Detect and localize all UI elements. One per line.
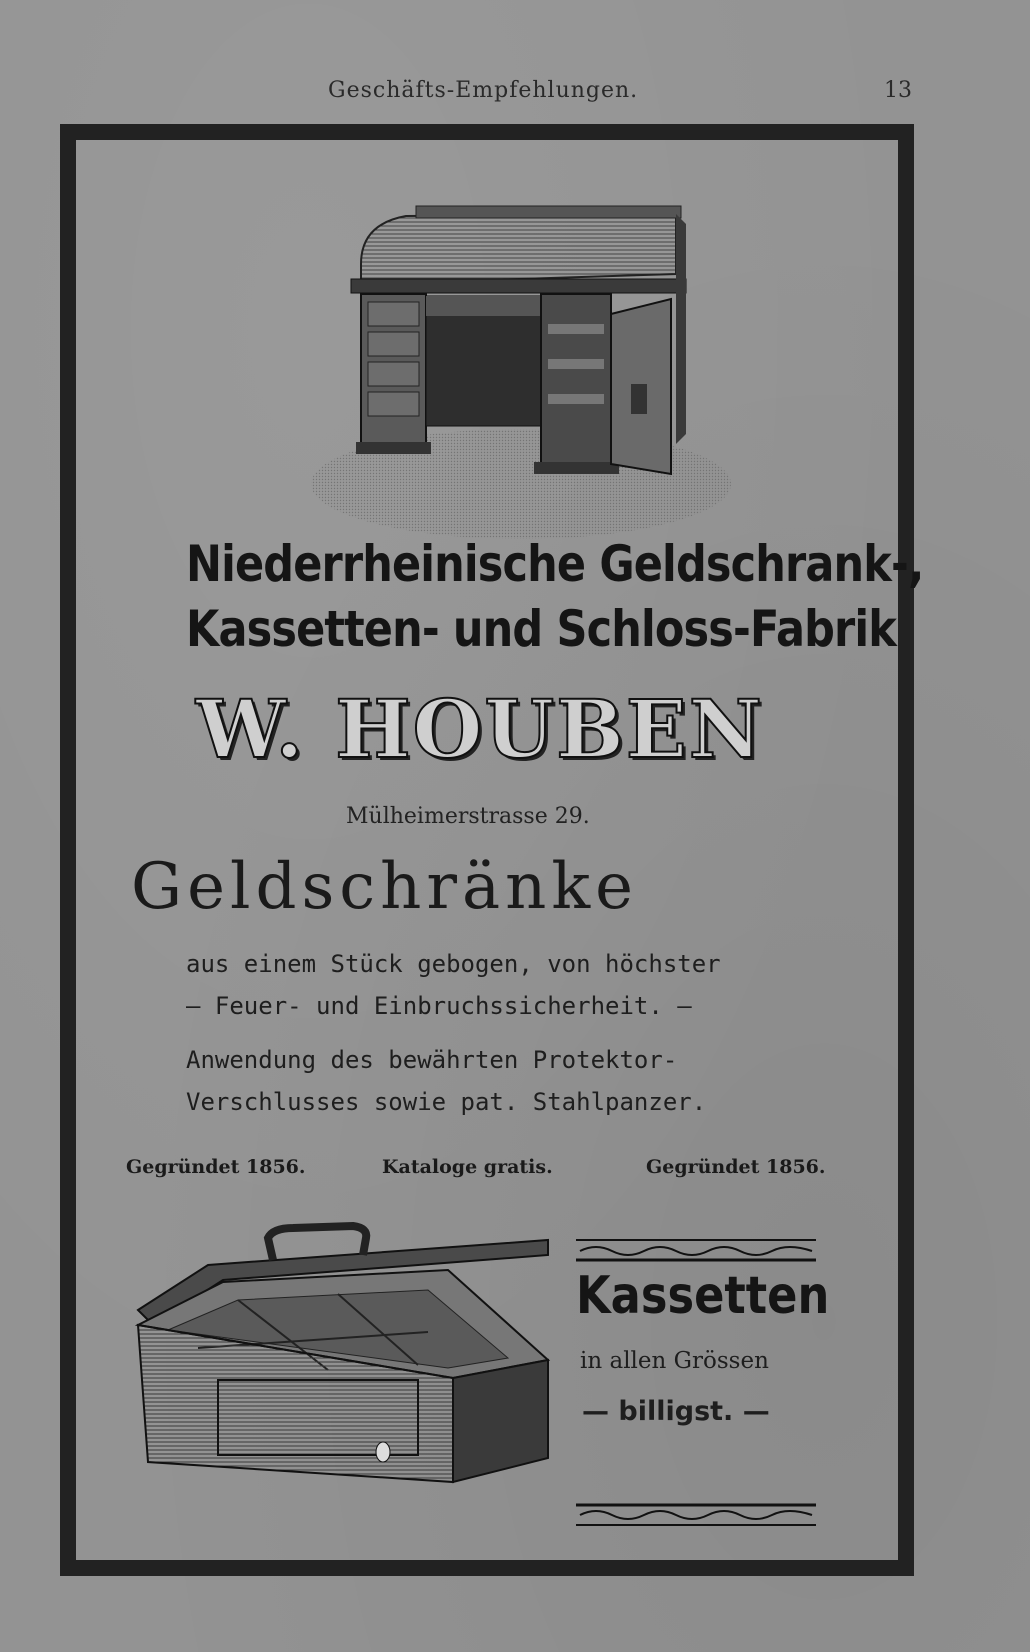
- wavy-rule-ornament-bottom-icon: [576, 1502, 816, 1528]
- founded-left: Gegründet 1856.: [126, 1156, 306, 1178]
- advertisement-frame: [60, 124, 924, 1576]
- description-line3: Anwendung des bewährten Protektor-: [186, 1046, 678, 1074]
- description-line2: — Feuer- und Einbruchssicherheit. —: [186, 992, 692, 1020]
- headline: Geldschränke: [131, 850, 638, 924]
- catalog-note: Kataloge gratis.: [382, 1156, 553, 1178]
- description-line4: Verschlusses sowie pat. Stahlpanzer.: [186, 1088, 707, 1116]
- wavy-rule-ornament-top-icon: [576, 1238, 816, 1264]
- address: Mülheimerstrasse 29.: [346, 804, 590, 829]
- owner-name: W. HOUBEN: [196, 682, 764, 776]
- cash-box-illustration-icon: [128, 1200, 558, 1490]
- company-name-line2: Kassetten- und Schloss-Fabrik: [186, 600, 897, 658]
- running-head-title: Geschäfts-Empfehlungen.: [328, 78, 639, 103]
- company-name-line1: Niederrheinische Geldschrank-,: [186, 535, 924, 593]
- kassetten-sizes: in allen Grössen: [580, 1348, 769, 1374]
- roll-top-desk-with-safe-illustration-icon: [276, 184, 776, 544]
- running-head: [0, 78, 1030, 108]
- description-line1: aus einem Stück gebogen, von höchster: [186, 950, 721, 978]
- kassetten-title: Kassetten: [576, 1266, 830, 1326]
- kassetten-price: — billigst. —: [582, 1396, 770, 1427]
- founded-right: Gegründet 1856.: [646, 1156, 826, 1178]
- page-number: 13: [884, 78, 912, 103]
